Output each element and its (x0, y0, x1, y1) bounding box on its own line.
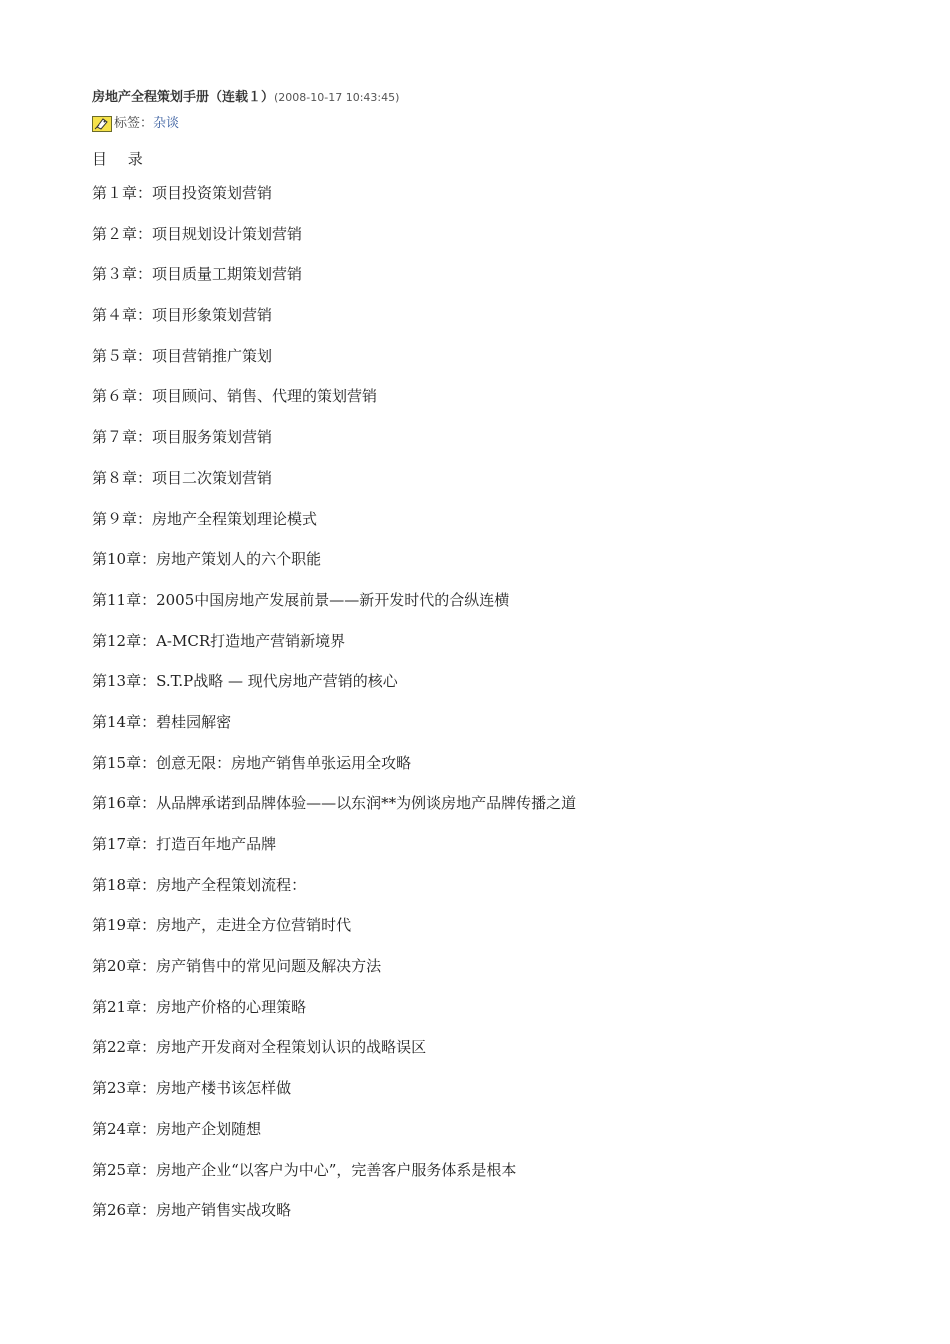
toc-item: 第16章：从品牌承诺到品牌体验——以东润**为例谈房地产品牌传播之道 (92, 794, 577, 813)
toc-item: 第３章：项目质量工期策划营销 (92, 265, 303, 284)
toc-item: 第24章：房地产企划随想 (92, 1119, 262, 1138)
document-page (92, 88, 912, 1231)
toc-heading: 目 录 (92, 150, 151, 168)
toc-item: 第13章：S.T.P战略 — 现代房地产营销的核心 (92, 672, 398, 691)
toc-item: 第23章：房地产楼书该怎样做 (92, 1079, 292, 1098)
tag-icon (92, 116, 112, 132)
toc-item: 第２章：项目规划设计策划营销 (92, 224, 303, 243)
toc-item: 第11章：2005中国房地产发展前景——新开发时代的合纵连横 (92, 590, 510, 609)
toc-item: 第５章：项目营销推广策划 (92, 346, 273, 365)
toc-item: 第１章：项目投资策划营销 (92, 184, 273, 202)
tag-label: 标签： (114, 116, 154, 131)
toc-item: 第７章：项目服务策划营销 (92, 428, 273, 447)
toc-item: 第17章：打造百年地产品牌 (92, 835, 277, 853)
tag-row (92, 114, 912, 134)
toc-item: 第19章：房地产，走进全方位营销时代 (92, 916, 352, 935)
toc-item: 第８章：项目二次策划营销 (92, 468, 273, 487)
toc-item: 第14章：碧桂园解密 (92, 712, 232, 731)
toc-item: 第15章：创意无限：房地产销售单张运用全攻略 (92, 753, 412, 772)
toc-item: 第26章：房地产销售实战攻略 (92, 1201, 292, 1220)
toc-item: 第18章：房地产全程策划流程： (92, 875, 307, 894)
toc-item: 第９章：房地产全程策划理论模式 (92, 509, 318, 528)
toc-list (92, 173, 912, 1231)
toc-item: 第20章：房产销售中的常见问题及解决方法 (92, 957, 382, 976)
toc-item: 第25章：房地产企业“以客户为中心”，完善客户服务体系是根本 (92, 1160, 517, 1179)
toc-item: 第10章：房地产策划人的六个职能 (92, 550, 322, 569)
toc-item: 第４章：项目形象策划营销 (92, 306, 273, 325)
article-date: (2008-10-17 10:43:45) (274, 91, 400, 104)
toc-item: 第21章：房地产价格的心理策略 (92, 997, 307, 1016)
toc-item: 第６章：项目顾问、销售、代理的策划营销 (92, 387, 378, 406)
article-header (92, 88, 912, 108)
tag-link-zatan[interactable]: 杂谈 (153, 116, 180, 131)
article-title: 房地产全程策划手册（连载１） (92, 90, 275, 105)
toc-item: 第12章：A-MCR打造地产营销新境界 (92, 631, 346, 650)
toc-item: 第22章：房地产开发商对全程策划认识的战略误区 (92, 1038, 427, 1057)
